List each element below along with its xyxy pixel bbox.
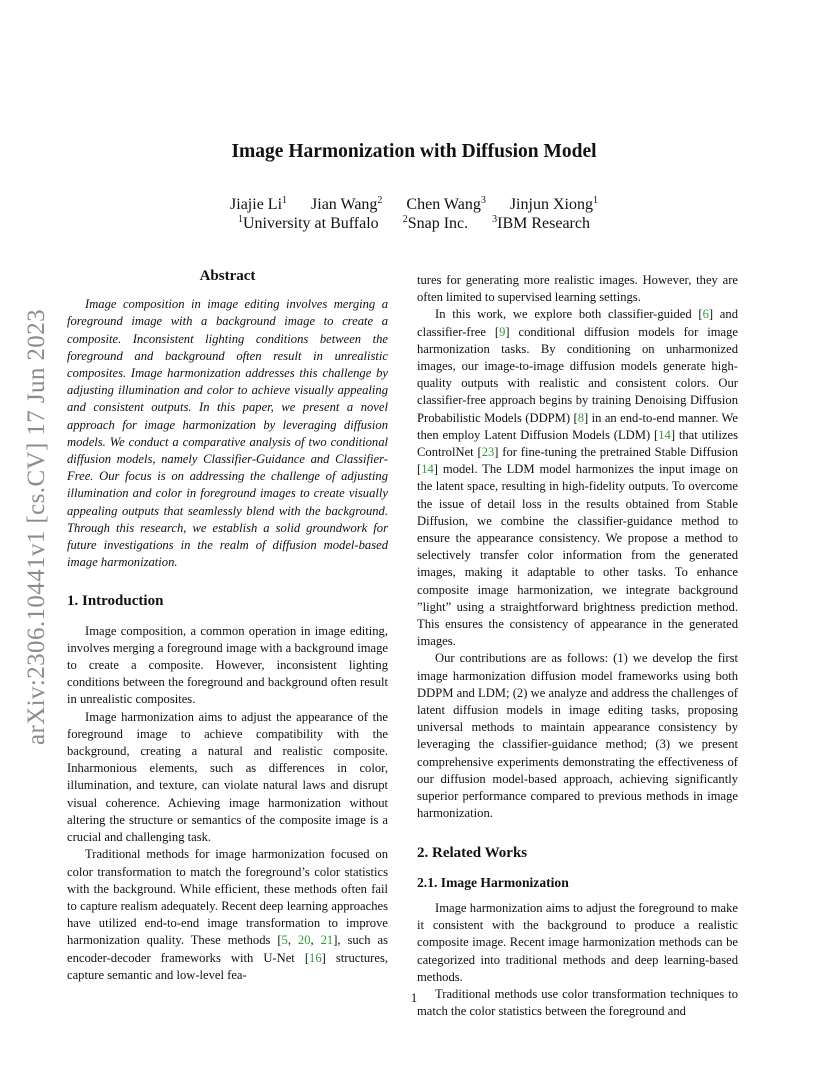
author: Jinjun Xiong$^1$ <box>509 195 598 213</box>
citation-link[interactable]: 20 <box>297 933 311 948</box>
intro-paragraph: In this work, we explore both classifier-guided [6] and classifier-free [9] conditional diffusion models for image harmonization tasks. By conditioning on unharmonized images, our image-to-image diffusion models generate high-quality outputs with realistic and consistent colors. Our classifier-free approach begins by training Denoising Diffusion Probabilistic Models (DDPM) [8] in an end-to-end manner. We then employ Latent Diffusion Models (LDM) [14] that utilizes ControlNet [23] for fine-tuning the pretrained Stable Diffusion [14] model. The LDM model harmonizes the input image on the latent space, resulting in high-fidelity outputs. To overcome the issue of detail loss in the results obtained from Stable Diffusion, we combine the classifier-guidance method to ensure the appearance consistency. We propose a method to selectively transfer color information from the generated images, making it adaptable to other tasks. To enhance composite image harmonization, we integrate background ”light” using a straightforward brightness prediction method. This ensures the consistency of appearance in the generated images. <box>417 307 739 649</box>
affiliation: $^1$University at Buffalo <box>238 214 379 232</box>
citation-link[interactable]: 14 <box>658 427 671 442</box>
abstract-heading: Abstract <box>199 268 256 284</box>
abstract-text: Image composition in image editing involves merging a foreground image with a background image to create a composite. Inconsistent lighting conditions between the foreground and background often result in unrealistic composites. Image harmonization addresses this challenge by adjusting illumination and color to achieve visually appealing and consistent outputs. In this paper, we present a novel approach for image harmonization by leveraging diffusion models. We conduct a comparative analysis of two conditional diffusion models, namely Classifier-Guidance and Classifier-Free. Our focus is on addressing the challenge of adjusting illumination and color in foreground images to create visually appealing outputs that seamlessly blend with the background. Through this research, we establish a solid groundwork for future investigations in the realm of diffusion model-based image harmonization. <box>67 297 388 570</box>
citation-link[interactable]: 23 <box>481 445 495 460</box>
author-line <box>0 195 828 214</box>
section-heading-related-works: 2. Related Works <box>417 844 528 861</box>
citation-link[interactable]: 21 <box>320 933 334 948</box>
citation-link[interactable]: 16 <box>309 950 322 965</box>
section-heading-introduction: 1. Introduction <box>67 593 164 610</box>
citation-link[interactable]: 8 <box>577 410 584 425</box>
right-column <box>417 272 738 1020</box>
citation-link[interactable]: 14 <box>421 462 434 477</box>
affiliation: $^2$Snap Inc. <box>402 214 469 232</box>
paper-title: Image Harmonization with Diffusion Model <box>231 141 597 162</box>
author-block <box>0 195 828 233</box>
intro-paragraph: Our contributions are as follows: (1) we develop the first image harmonization diffusion model frameworks using both DDPM and LDM; (2) we analyze and address the challenges of latent diffusion models in image editing tasks, proposing universal methods to maintain appearance consistency by leveraging the classifier-guidance method; (3) we present comprehensive experiments demonstrating the effectiveness of our diffusion model-based approach, achieving significantly superior performance compared to previous methods in image harmonization. <box>417 651 738 821</box>
intro-paragraph: Image harmonization aims to adjust the appearance of the foreground image to achieve compatibility with the background, creating a natural and realistic composite. Inharmonious elements, such as differences in color, illumination, and texture, can violate natural laws and disrupt visual coherence. Achieving image harmonization without altering the structure or semantics of the composite image is a crucial and challenging task. <box>67 709 388 845</box>
related-paragraph: Traditional methods use color transformation techniques to match the color statistics between the foreground and <box>417 986 738 1019</box>
author: Jian Wang$^2$ <box>311 195 383 213</box>
citation-link[interactable]: 5 <box>281 933 288 948</box>
author: Jiajie Li$^1$ <box>230 195 288 213</box>
related-paragraph: Image harmonization aims to adjust the foreground to make it consistent with the background to produce a realistic composite image. Recent image harmonization methods can be categorized into traditional methods and deep learning-based methods. <box>417 900 738 984</box>
page-number: 1 <box>410 990 418 1005</box>
intro-paragraph: Image composition, a common operation in image editing, involves merging a foreground image with a background image to create a composite. However, inconsistent lighting conditions between the foreground and background often result in unrealistic composites. <box>67 623 388 707</box>
arxiv-identifier: arXiv:2306.10441v1 [cs.CV] 17 Jun 2023 <box>23 308 50 746</box>
affiliation: $^3$IBM Research <box>492 214 590 232</box>
subsection-heading-image-harmonization: 2.1. Image Harmonization <box>417 874 569 890</box>
intro-paragraph: Traditional methods for image harmonization focused on color transformation to match the foreground’s color statistics with the background. While efficient, these methods often fail to capture realism adequately. Recent deep learning approaches have utilized end-to-end image transformation to improve harmonization quality. These methods [5, 20, 21], such as encoder-decoder frameworks with U-Net [16] structures, capture semantic and low-level fea- <box>67 847 389 982</box>
citation-link[interactable]: 6 <box>702 307 709 322</box>
left-column <box>67 268 388 984</box>
arxiv-stamp <box>22 297 52 757</box>
affiliation-line <box>0 214 828 233</box>
author: Chen Wang$^3$ <box>406 195 486 213</box>
citation-link[interactable]: 9 <box>499 324 506 339</box>
intro-paragraph-continued: tures for generating more realistic images. However, they are often limited to supervised learning settings. <box>417 273 738 305</box>
